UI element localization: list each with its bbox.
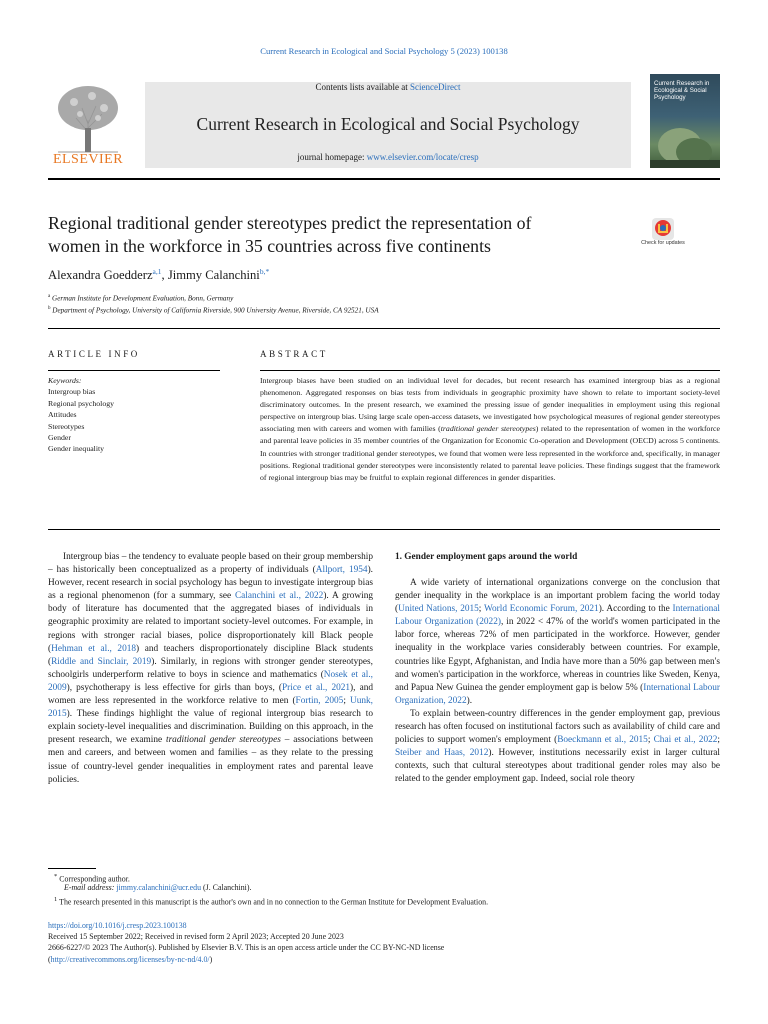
affiliations-rule bbox=[48, 328, 720, 329]
intro-paragraph bbox=[48, 551, 373, 787]
author-2-affiliation-marks[interactable]: b,* bbox=[259, 267, 270, 276]
citation-link[interactable]: Boeckmann et al., 2015 bbox=[557, 735, 648, 746]
section-heading-1: 1. Gender employment gaps around the world bbox=[395, 552, 578, 562]
body-text: ), psychotherapy is less effective for girls than boys, ( bbox=[66, 682, 282, 693]
abstract-part: Intergroup biases have been studied on an individual level for decades, but recent research has examined intergroup bias as a regional phenomenon. Aggregated responses on bias tests from individuals in geographic proximity have shown to relate to important society-level discriminatory outcomes. In the present research, we examined the pressing issue of gender inequalities in employment using this regional perspective on intergroup bias. Using large scale open-access datasets, we investigated how psychological measures of regional gender stereotypes associating men with careers and women with families ( bbox=[260, 376, 720, 434]
footnote-text: Corresponding author. bbox=[59, 874, 130, 884]
footnote-mark: * bbox=[54, 873, 58, 880]
cover-artwork bbox=[650, 112, 720, 168]
author-1-affiliation-marks[interactable]: a,1 bbox=[152, 267, 162, 276]
email-label: E-mail address: bbox=[64, 883, 117, 892]
article-title-line-1: Regional traditional gender stereotypes predict the representation of bbox=[48, 213, 532, 233]
citation-link[interactable]: Hehman et al., 2018 bbox=[51, 643, 137, 654]
body-text: ). According to the bbox=[598, 604, 673, 615]
keyword: Gender bbox=[48, 433, 71, 443]
elsevier-wordmark: ELSEVIER bbox=[52, 152, 124, 167]
article-metadata bbox=[48, 920, 444, 965]
homepage-line bbox=[145, 152, 631, 162]
abstract-rule bbox=[260, 370, 720, 371]
affiliation-a-text: German Institute for Development Evaluation, Bonn, Germany bbox=[52, 294, 234, 303]
citation-link[interactable]: Fortin, 2005 bbox=[295, 696, 344, 707]
citation-link[interactable]: United Nations, 2015 bbox=[398, 604, 479, 615]
sciencedirect-link[interactable]: ScienceDirect bbox=[410, 82, 461, 92]
affiliation-b: $^b$ Department of Psychology, University of California Riverside, 900 University Avenue, Riverside, CA 92521, USA bbox=[48, 306, 379, 315]
footnote-text: (J. Calanchini). bbox=[201, 883, 252, 892]
abstract-bottom-rule bbox=[48, 529, 720, 530]
doi-link[interactable]: https://doi.org/10.1016/j.cresp.2023.100138 bbox=[48, 921, 187, 930]
license-text: 2666-6227/© 2023 The Author(s). Published by Elsevier B.V. This is an open access article under the CC BY-NC-ND license bbox=[48, 943, 445, 953]
contents-line bbox=[145, 82, 631, 92]
body-text: ; bbox=[478, 604, 484, 615]
received-dates: Received 15 September 2022; Received in revised form 2 April 2023; Accepted 20 June 2023 bbox=[48, 932, 344, 942]
author-list: Alexandra Goedderz$^{a,1}$, Jimmy Calanchini$^{b,*}$ bbox=[48, 267, 270, 283]
journal-title: Current Research in Ecological and Social Psychology bbox=[196, 114, 580, 134]
keyword: Regional psychology bbox=[48, 398, 115, 408]
body-text: ; bbox=[717, 735, 720, 746]
body-text: ). Similarly, in regions with stronger gender stereotypes, schoolgirls underperform relative to boys in science and mathematics ( bbox=[48, 656, 373, 680]
body-text: Intergroup bias – the tendency to evaluate people based on their group membership – has historically been conceptualized as a property of individuals ( bbox=[48, 552, 373, 576]
citation-link[interactable]: World Economic Forum, 2021 bbox=[483, 604, 599, 615]
citation-link[interactable]: Uunk, 2015 bbox=[48, 696, 373, 720]
paren: ) bbox=[209, 954, 213, 964]
citation-link[interactable]: Riddle and Sinclair, 2019 bbox=[51, 656, 152, 667]
citation-link[interactable]: Price et al., 2021 bbox=[281, 682, 351, 693]
section-1-text bbox=[395, 577, 720, 787]
footnote-text: The research presented in this manuscript is the author's own and in no connection to the German Institute for Development Evaluation. bbox=[59, 897, 489, 907]
citation-link[interactable]: Nosek et al., 2009 bbox=[48, 669, 373, 693]
check-for-updates-label[interactable]: Check for updates bbox=[641, 240, 685, 246]
check-for-updates-icon[interactable] bbox=[644, 217, 682, 257]
body-text: ). bbox=[466, 695, 473, 706]
journal-cover-image bbox=[650, 74, 720, 168]
keyword: Gender inequality bbox=[48, 444, 105, 454]
citation-link[interactable]: Chai et al., 2022 bbox=[653, 735, 718, 746]
footnote-email bbox=[64, 882, 251, 893]
article-title bbox=[48, 212, 608, 258]
affiliation-a: $^a$ German Institute for Development Evaluation, Bonn, Germany bbox=[48, 294, 234, 303]
author-name-1: Alexandra Goedderz bbox=[48, 268, 153, 283]
citation-link[interactable]: Calanchini et al., 2022 bbox=[234, 591, 324, 602]
header-rule bbox=[48, 178, 720, 180]
keyword: Stereotypes bbox=[48, 421, 85, 431]
body-text: ). A growing body of literature has documented that the aggregated biases of individuals in geographic proximity are related to important society-level outcomes. For example, in regions with stronger racial biases, police disproportionately kill Black people ( bbox=[48, 591, 373, 654]
body-text: ) and teachers disproportionately discipline Black students ( bbox=[48, 643, 373, 667]
article-info-rule bbox=[48, 370, 220, 371]
abstract-text bbox=[260, 375, 720, 484]
body-text: ; bbox=[343, 696, 350, 707]
body-text: To explain between-country differences in the gender employment gap, previous research has often focused on institutional factors such as availability of child care and policies to support women's employment ( bbox=[395, 708, 720, 746]
body-text: ; bbox=[647, 735, 654, 746]
abstract-emphasis: traditional gender stereotypes bbox=[440, 424, 536, 434]
abstract-part: ) related to the representation of women in the workforce and parental leave policies in 35 member countries of the Organization for Economic Co-operation and Development (OECD) across 5 continents. In countries with stronger traditional gender stereotypes, we found that women were less represented in the workforce and, specifically, in manager positions. Regional traditional gender stereotypes were inconsistently related to parental leave policies. These findings suggest that the framework of regional intergroup bias may be fruitful to explain regional differences in gender disparities. bbox=[260, 424, 720, 482]
body-text: – associations between men and careers, and between women and families – as they relate to the pressing issue of country-level gender inequalities in employment rates and parental leave policies. bbox=[48, 735, 373, 785]
keywords-block bbox=[48, 375, 114, 455]
citation-link[interactable]: International Labour Organization (2022) bbox=[395, 604, 720, 628]
paren: ( bbox=[48, 954, 51, 964]
body-text: ). However, recent research in social psychology has begun to investigate intergroup bias as a regional phenomenon (for a summary, see bbox=[48, 565, 373, 602]
affiliation-b-text: Department of Psychology, University of California Riverside, 900 University Avenue, Riverside, CA 92521, USA bbox=[52, 306, 379, 315]
abstract-heading: ABSTRACT bbox=[260, 349, 328, 359]
contents-prefix: Contents lists available at bbox=[315, 82, 410, 92]
footnote-1 bbox=[54, 894, 488, 908]
citation-link[interactable]: Steiber and Haas, 2012 bbox=[395, 748, 489, 759]
license-link[interactable]: http://creativecommons.org/licenses/by-nc-nd/4.0/ bbox=[50, 954, 210, 964]
citation-link[interactable]: Allport, 1954 bbox=[315, 565, 368, 576]
keyword: Intergroup bias bbox=[48, 387, 96, 397]
footnote-mark: 1 bbox=[54, 896, 58, 903]
email-link[interactable]: jimmy.calanchini@ucr.edu bbox=[116, 883, 202, 892]
homepage-prefix: journal homepage: bbox=[297, 152, 367, 162]
journal-citation-link[interactable]: Current Research in Ecological and Social Psychology 5 (2023) 100138 bbox=[260, 46, 508, 56]
body-emphasis: traditional gender stereotypes bbox=[165, 735, 281, 746]
article-info-heading: ARTICLE INFO bbox=[48, 349, 140, 359]
author-name-2: Jimmy Calanchini bbox=[167, 268, 260, 283]
article-title-line-2: women in the workforce in 35 countries across five continents bbox=[48, 236, 491, 256]
body-text: A wide variety of international organizations converge on the conclusion that gender inequality in the workplace is an important problem facing the world today ( bbox=[395, 578, 720, 615]
body-text: ). However, institutions necessarily exist in larger cultural contexts, such that cultural stereotypes about traditional gender roles may also be related to the gender employment gap. Indeed, social role theory bbox=[395, 748, 720, 785]
footnote-rule bbox=[48, 868, 96, 869]
body-text: , in 2022 < 47% of the world's women participated in the labor force, whereas 72% of men participated in the workforce. However, gender inequality in the workplace varies considerably between countries. For example, countries like Egypt, Afghanistan, and India have more than a 50% gap between men's and women's participation in the workforce, whereas in countries like Sweden, Kenya, and Papua New Guinea the gender employment gap is below 5% ( bbox=[395, 617, 721, 693]
body-text: ). These findings highlight the value of regional intergroup bias research to explain society-level inequalities and discrimination. Building on this approach, in the present research, we examine bbox=[48, 709, 373, 746]
keyword: Attitudes bbox=[48, 410, 77, 420]
citation-link[interactable]: International Labour Organization, 2022 bbox=[395, 682, 720, 706]
body-text: ), and women are less represented in the workforce relative to men ( bbox=[48, 682, 373, 707]
keywords-label: Keywords: bbox=[48, 376, 82, 385]
cover-title: Current Research in Ecological & Social Psychology bbox=[654, 80, 710, 101]
homepage-link[interactable]: www.elsevier.com/locate/cresp bbox=[366, 152, 479, 162]
